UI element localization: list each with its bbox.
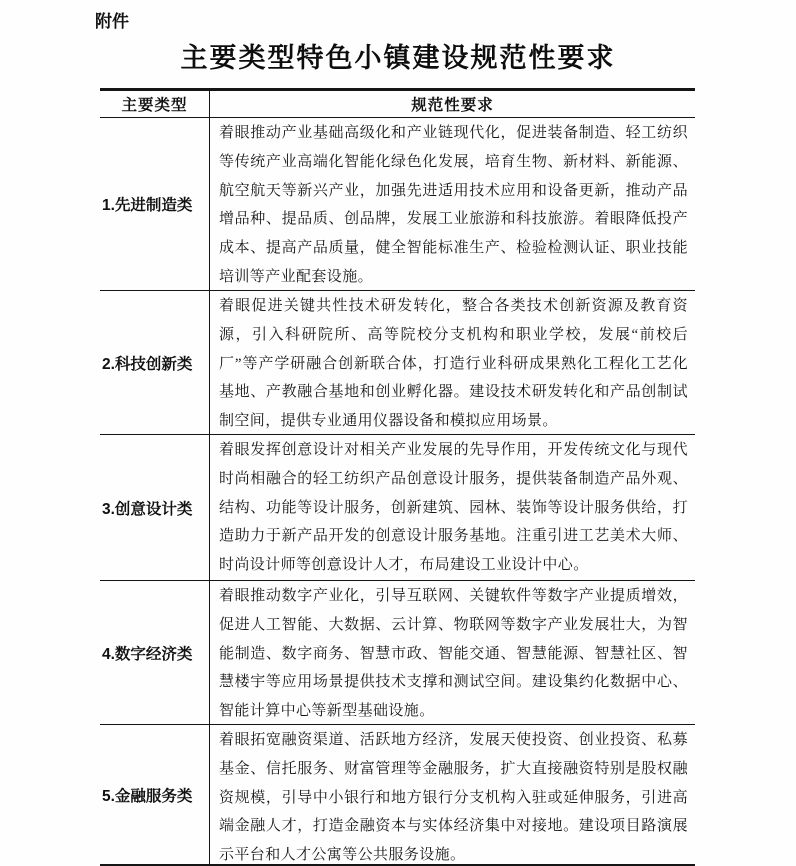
row-type-cell: [100, 581, 210, 724]
row-type-cell: [100, 435, 210, 580]
row-type-label: 3.创意设计类: [102, 500, 193, 518]
column-header-requirement-cell: [210, 91, 695, 117]
table-row-creative-design: [100, 434, 695, 580]
table-header-row: [100, 91, 695, 117]
page-title: 主要类型特色小镇建设规范性要求: [180, 43, 616, 73]
table-row-tech-innovation: [100, 290, 695, 434]
row-requirement-text: 着眼促进关键共性技术研发转化，整合各类技术创新资源及教育资源，引入科研院所、高等院校分支机构和职业学校，发展“前校后厂”等产学研融合创新联合体，打造行业科研成果熟化工程化工艺化基地、产教融合基地和创业孵化器。建设技术研发转化和产品创制试制空间，提供专业通用仪器设备和模拟应用场景。: [219, 298, 688, 430]
row-type-label: 1.先进制造类: [102, 197, 193, 214]
attachment-label: 附件: [95, 12, 129, 31]
row-type-label: 4.数字经济类: [102, 645, 193, 663]
table-row-advanced-manufacturing: [100, 117, 695, 290]
row-type-cell: [100, 118, 210, 290]
row-type-label: 2.科技创新类: [102, 355, 193, 373]
row-requirement-text: 着眼发挥创意设计对相关产业发展的先导作用，开发传统文化与现代时尚相融合的轻工纺织产品创意设计服务，提供装备制造产品外观、结构、功能等设计服务，创新建筑、园林、装饰等设计服务供给，打造助力于新产品开发的创意设计服务基地。注重引进工艺美术大师、时尚设计师等创意设计人才，布局建设工业设计中心。: [219, 442, 688, 574]
table-row-financial-services: [100, 724, 695, 864]
table-row-digital-economy: [100, 580, 695, 724]
requirements-table: [100, 88, 695, 866]
row-type-cell: [100, 291, 210, 434]
column-header-requirement: 规范性要求: [411, 97, 494, 114]
row-requirement-text: 着眼推动数字产业化，引导互联网、关键软件等数字产业提质增效，促进人工智能、大数据、云计算、物联网等数字产业发展壮大，为智能制造、数字商务、智慧市政、智能交通、智慧能源、智慧社区、智慧楼宇等应用场景提供技术支撑和测试空间。建设集约化数据中心、智能计算中心等新型基础设施。: [219, 588, 688, 720]
row-type-label: 5.金融服务类: [102, 787, 193, 805]
column-header-type: 主要类型: [121, 97, 188, 114]
column-header-type-cell: [100, 91, 210, 117]
row-requirement-text: 着眼推动产业基础高级化和产业链现代化，促进装备制造、轻工纺织等传统产业高端化智能化绿色化发展，培育生物、新材料、新能源、航空航天等新兴产业，加强先进适用技术应用和设备更新，推动产品增品种、提品质、创品牌，发展工业旅游和科技旅游。着眼降低投产成本、提高产品质量，健全智能标准生产、检验检测认证、职业技能培训等产业配套设施。: [219, 125, 688, 285]
row-requirement-text: 着眼拓宽融资渠道、活跃地方经济，发展天使投资、创业投资、私募基金、信托服务、财富管理等金融服务，扩大直接融资特别是股权融资规模，引导中小银行和地方银行分支机构入驻或延伸服务，引进高端金融人才，打造金融资本与实体经济集中对接地。建设项目路演展示平台和人才公寓等公共服务设施。: [219, 732, 688, 864]
row-type-cell: [100, 725, 210, 864]
